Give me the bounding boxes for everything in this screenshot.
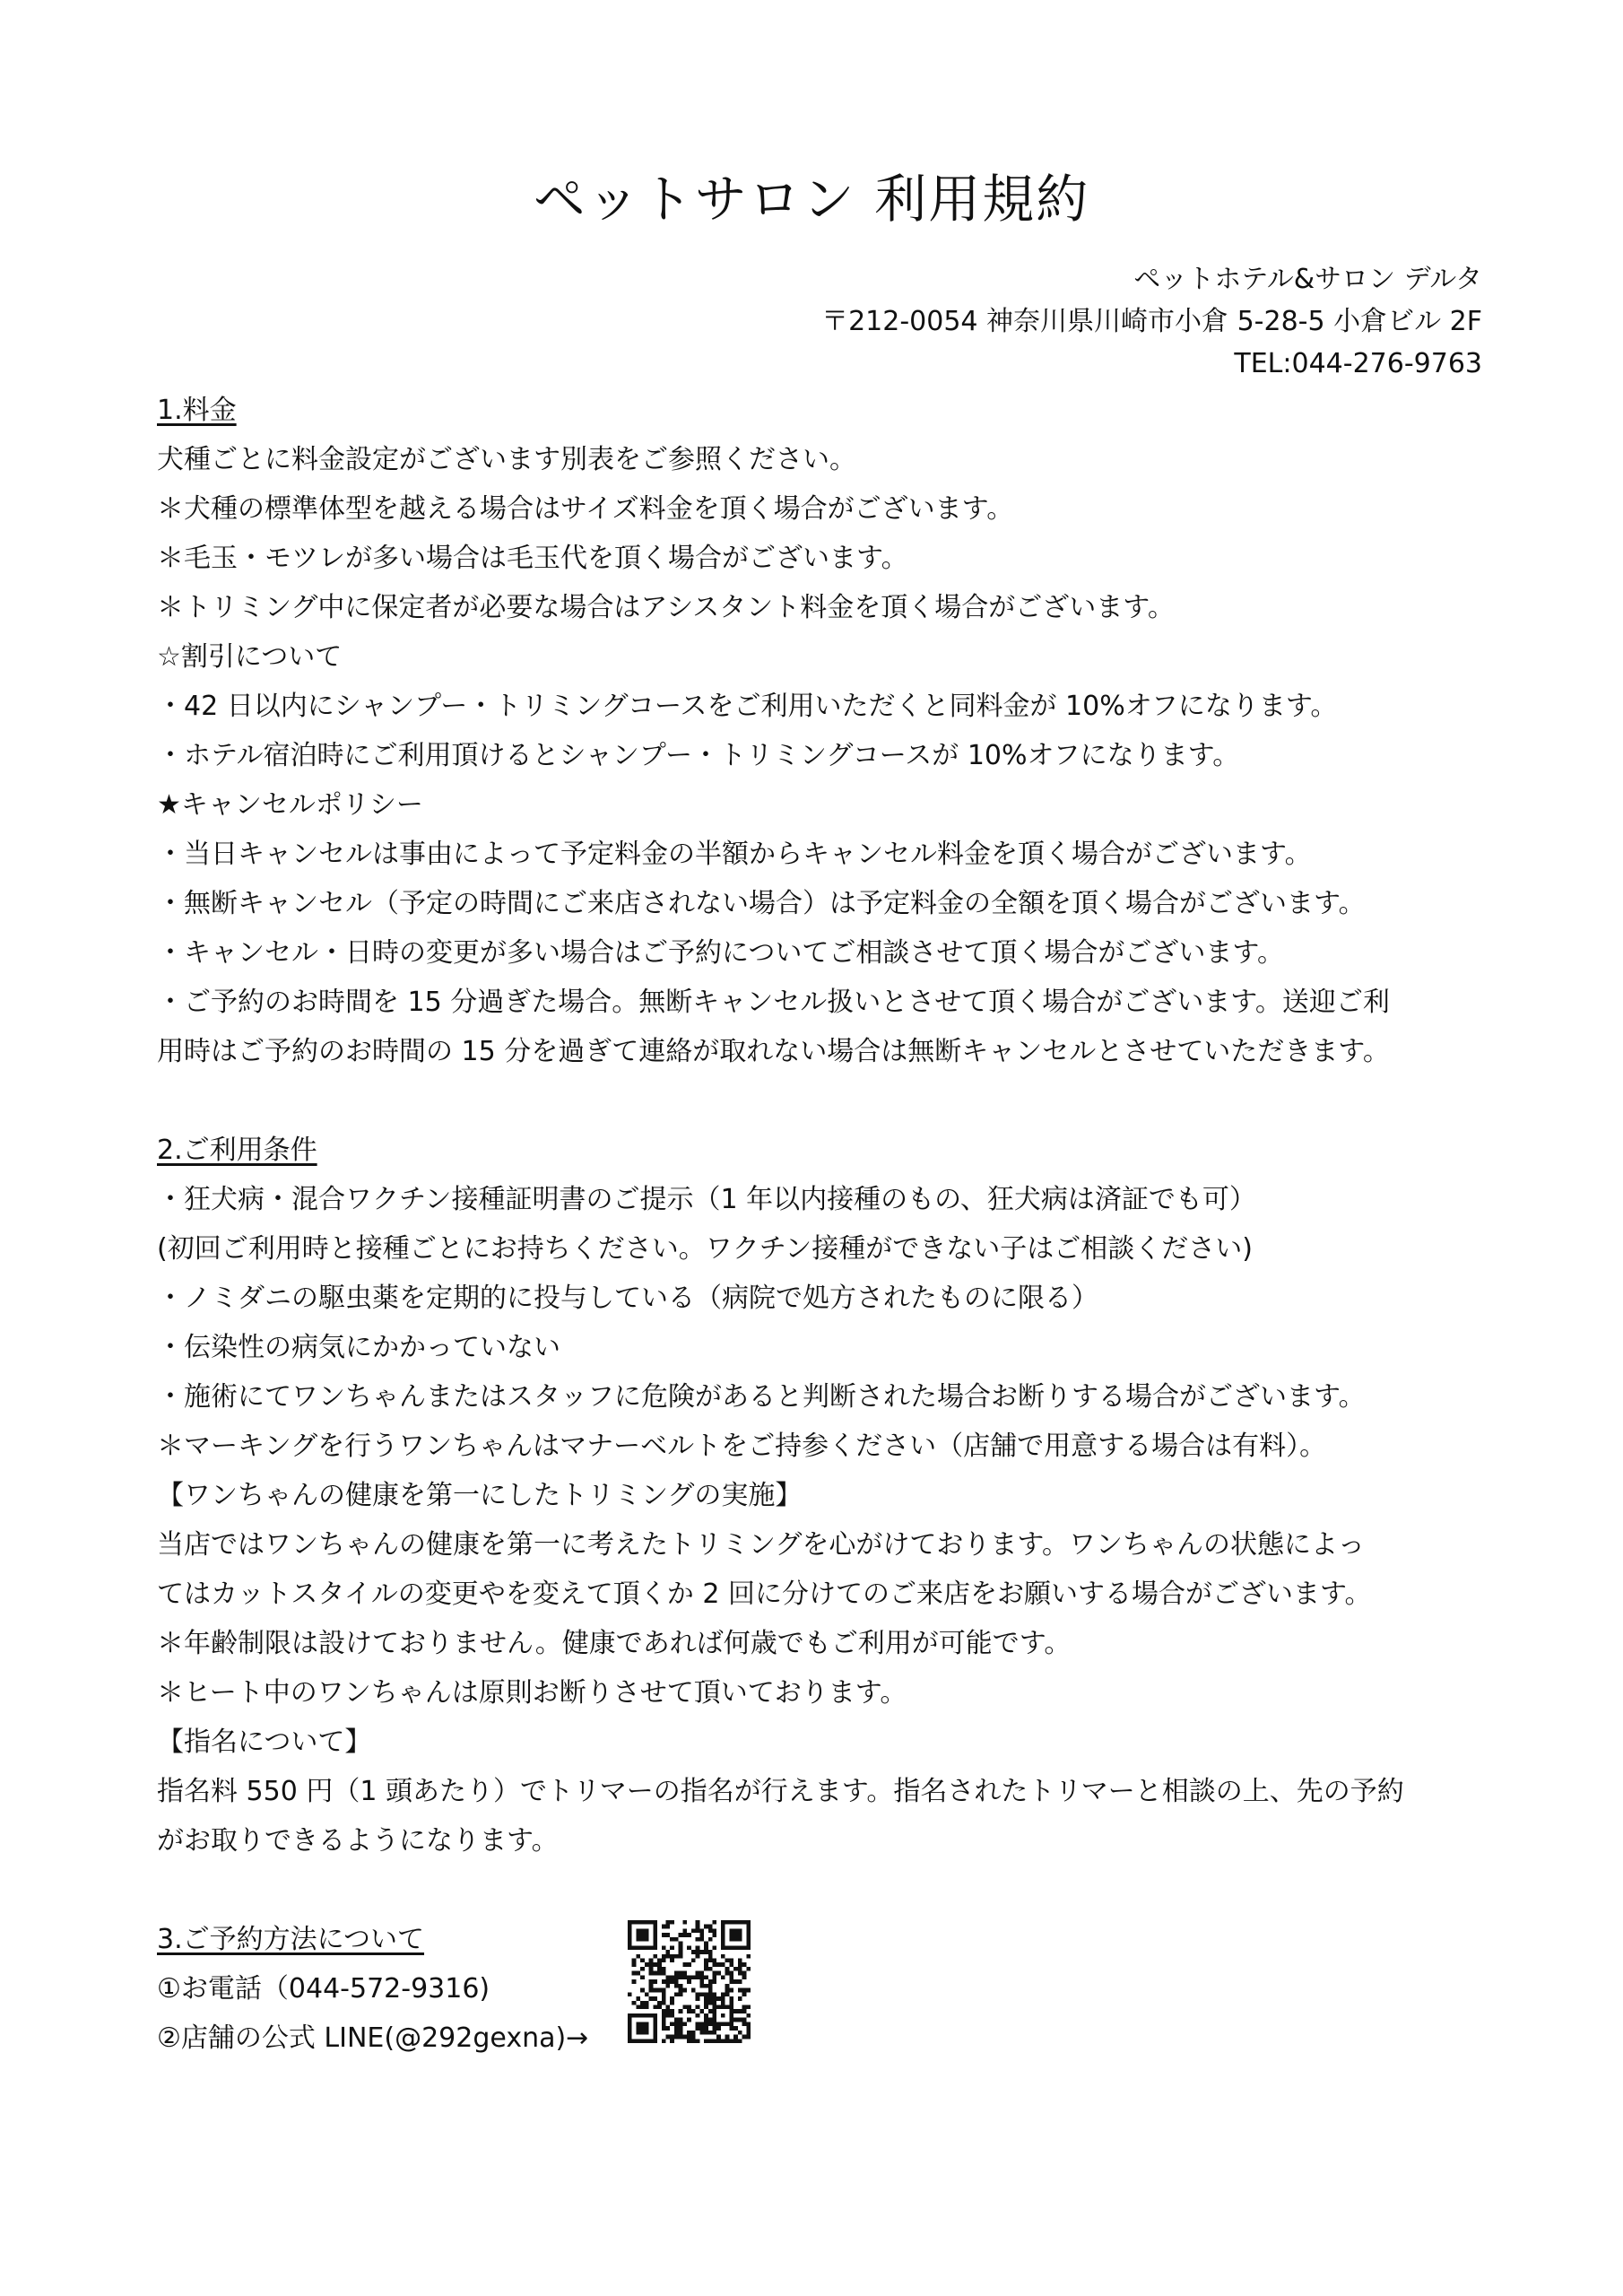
cancel-policy-line: ・キャンセル・日時の変更が多い場合はご予約についてご相談させて頂く場合がございます。 xyxy=(157,937,1284,969)
section-heading-conditions: 2.ご利用条件 xyxy=(157,1135,317,1166)
nomination-line: 指名料 550 円（1 頭あたり）でトリマーの指名が行えます。指名されたトリマーと相談の上、先の予約 xyxy=(157,1776,1404,1807)
nomination-heading: 【指名について】 xyxy=(157,1726,372,1758)
shop-info xyxy=(821,258,1482,385)
section-gap xyxy=(157,1866,1475,1915)
reservation-line: ②店舗の公式 LINE(@292gexna)→ xyxy=(157,2022,589,2054)
fee-line: ＊犬種の標準体型を越える場合はサイズ料金を頂く場合がございます。 xyxy=(157,493,1014,525)
cancel-policy-line: 用時はご予約のお時間の 15 分を過ぎて連絡が取れない場合は無断キャンセルとさせていただきます。 xyxy=(157,1036,1390,1067)
shop-tel: TEL:044-276-9763 xyxy=(1234,348,1482,379)
fee-line: ＊トリミング中に保定者が必要な場合はアシスタント料金を頂く場合がございます。 xyxy=(157,592,1175,623)
section-heading-reservation: 3.ご予約方法について xyxy=(157,1924,425,1955)
condition-line: ・ノミダニの駆虫薬を定期的に投与している（病院で処方されたものに限る） xyxy=(157,1283,1098,1314)
cancel-policy-line: ・無断キャンセル（予定の時間にご来店されない場合）は予定料金の全額を頂く場合がございます。 xyxy=(157,888,1366,919)
discount-line: ・ホテル宿泊時にご利用頂けるとシャンプー・トリミングコースが 10%オフになります。 xyxy=(157,740,1240,771)
shop-address: 〒212-0054 神奈川県川崎市小倉 5-28-5 小倉ビル 2F xyxy=(821,306,1482,337)
reservation-phone: ①お電話（044-572-9316) xyxy=(157,1973,490,2005)
condition-line: ・施術にてワンちゃんまたはスタッフに危険があると判断された場合お断りする場合がございます。 xyxy=(157,1381,1366,1413)
health-line: 当店ではワンちゃんの健康を第一に考えたトリミングを心がけております。ワンちゃんの状態によっ xyxy=(157,1529,1365,1561)
reservation-section xyxy=(157,1915,1475,2063)
health-line: ＊ヒート中のワンちゃんは原則お断りさせて頂いております。 xyxy=(157,1677,907,1709)
condition-line: ・狂犬病・混合ワクチン接種証明書のご提示（1 年以内接種のもの、狂犬病は済証でも可） xyxy=(157,1184,1256,1215)
terms-content xyxy=(157,386,1475,2063)
cancel-policy-line: ・ご予約のお時間を 15 分過ぎた場合。無断キャンセル扱いとさせて頂く場合がございます。送迎ご利 xyxy=(157,987,1390,1018)
discount-line: ・42 日以内にシャンプー・トリミングコースをご利用いただくと同料金が 10%オフになります。 xyxy=(157,691,1338,722)
health-heading: 【ワンちゃんの健康を第一にしたトリミングの実施】 xyxy=(157,1480,803,1511)
health-line: てはカットスタイルの変更やを変えて頂くか 2 回に分けてのご来店をお願いする場合がございます。 xyxy=(157,1578,1372,1610)
section-heading-fees: 1.料金 xyxy=(157,395,237,426)
condition-line: ＊マーキングを行うワンちゃんはマナーベルトをご持参ください（店舗で用意する場合は有料）。 xyxy=(157,1431,1327,1462)
fee-line: 犬種ごとに料金設定がございます別表をご参照ください。 xyxy=(157,444,856,475)
condition-line: ・伝染性の病気にかかっていない xyxy=(157,1332,560,1363)
shop-name: ペットホテル&サロン デルタ xyxy=(1133,264,1482,295)
cancel-policy-heading: ★キャンセルポリシー xyxy=(157,789,423,821)
nomination-line: がお取りできるようになります。 xyxy=(157,1825,559,1857)
fee-line: ＊毛玉・モツレが多い場合は毛玉代を頂く場合がございます。 xyxy=(157,543,908,574)
line-qr-code-icon[interactable] xyxy=(628,1920,751,2043)
condition-line: (初回ご利用時と接種ごとにお持ちください。ワクチン接種ができない子はご相談ください) xyxy=(157,1233,1253,1265)
cancel-policy-line: ・当日キャンセルは事由によって予定料金の半額からキャンセル料金を頂く場合がございます。 xyxy=(157,839,1312,870)
health-line: ＊年齢制限は設けておりません。健康であれば何歳でもご利用が可能です。 xyxy=(157,1628,1072,1659)
discount-heading: ☆割引について xyxy=(157,641,343,673)
section-gap xyxy=(157,1076,1475,1126)
page-title: ペットサロン 利用規約 xyxy=(533,169,1090,230)
